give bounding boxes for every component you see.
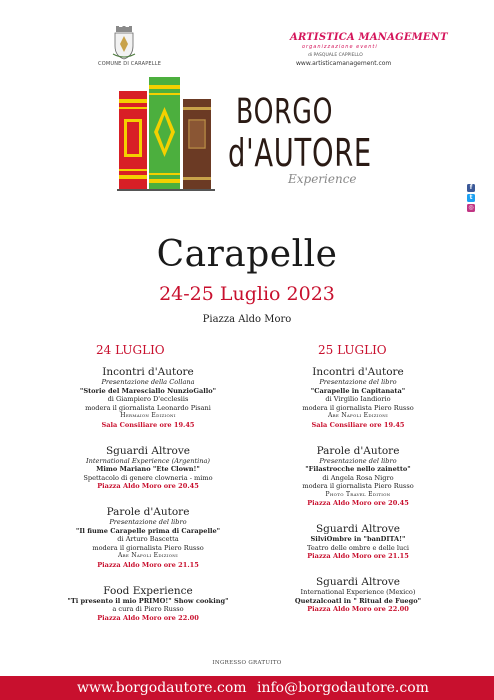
event-title: "Il fiume Carapelle prima di Carapelle" <box>75 526 221 535</box>
day-label: 24 LUGLIO <box>96 343 165 357</box>
event-publisher: Photo Travel Edition <box>325 490 391 498</box>
event-venue: Piazza Aldo Moro ore 21.15 <box>307 552 409 560</box>
event-item <box>48 585 248 623</box>
event-title: "Ti presento il mio PRIMO!" Show cooking" <box>67 596 229 605</box>
day-label: 25 LUGLIO <box>318 343 387 357</box>
event-venue: Piazza Aldo Moro ore 22.00 <box>307 605 409 613</box>
instagram-icon[interactable]: ◎ <box>468 204 474 211</box>
event-title: "Storie del Maresciallo NunzioGallo" <box>79 386 217 395</box>
website-link[interactable]: www.borgodautore.com <box>77 680 247 696</box>
event-category: Sguardi Altrove <box>105 444 191 457</box>
event-venue: Piazza Aldo Moro ore 22.00 <box>97 613 199 622</box>
event-category: Incontri d'Autore <box>102 366 194 378</box>
event-subtitle: Presentazione della Collana <box>101 378 195 386</box>
event-category: Parole d'Autore <box>316 444 400 457</box>
event-publisher: Hermaion Edizioni <box>120 412 176 419</box>
event-title: "Carapelle in Capitanata" <box>310 386 406 395</box>
event-item <box>258 445 458 509</box>
agency-owner: di PASQUALE CAPPIELLO <box>308 53 363 58</box>
event-title: Mimo Mariano "Ete Clown!" <box>96 465 200 473</box>
event-author: di Giampiero D'ecclesiis <box>107 395 189 403</box>
books-illustration <box>117 77 227 192</box>
event-category: Food Experience <box>103 584 193 597</box>
event-item <box>48 506 248 570</box>
event-title: Quetzalcoatl in " Ritual de Fuego" <box>294 596 422 605</box>
brand-line1: BORGO <box>236 92 334 132</box>
facebook-icon[interactable]: f <box>467 184 475 192</box>
event-venue: Sala Consiliare ore 19.45 <box>311 420 405 429</box>
event-item <box>48 366 248 430</box>
comune-crest-icon <box>111 26 137 60</box>
event-subtitle: Presentazione del libro <box>319 378 397 386</box>
event-venue: Piazza Aldo Moro ore 20.45 <box>307 499 409 507</box>
event-item <box>258 523 458 561</box>
event-moderator: modera il giornalista Piero Russo <box>302 482 414 490</box>
event-publisher: Abe Napoli Edizioni <box>328 412 388 419</box>
event-category: Sguardi Altrove <box>315 523 401 535</box>
event-author: di Virgilio Iandiorio <box>325 395 391 403</box>
event-category: Parole d'Autore <box>106 506 190 518</box>
event-venue: Sala Consiliare ore 19.45 <box>101 420 195 429</box>
city-title: Carapelle <box>156 234 338 275</box>
event-author: di Angela Rosa Nigro <box>322 473 394 482</box>
event-subtitle: Presentazione del libro <box>319 456 397 465</box>
agency-tagline: organizzazione eventi <box>302 44 378 50</box>
agency-url[interactable]: www.artisticamanagement.com <box>296 60 392 67</box>
event-title: "Filastrocche nello zainetto" <box>305 465 411 473</box>
event-moderator: modera il giornalista Leonardo Pisani <box>85 403 211 412</box>
brand-line2: d'AUTORE <box>228 131 372 175</box>
brand-logo <box>226 92 396 186</box>
event-description: International Experience (Mexico) <box>300 588 416 596</box>
event-category: Incontri d'Autore <box>312 366 404 378</box>
agency-logo <box>290 32 448 67</box>
event-category: Sguardi Altrove <box>315 576 401 588</box>
event-subtitle: International Experience (Argentina) <box>86 456 210 465</box>
footer-bar <box>0 676 494 700</box>
email-link[interactable]: info@borgodautore.com <box>257 680 429 696</box>
event-venue: Piazza Aldo Moro ore 20.45 <box>97 482 199 490</box>
day-column-24 <box>48 343 248 638</box>
agency-name: ARTISTICA MANAGEMENT <box>290 32 448 43</box>
event-subtitle: Presentazione del libro <box>109 518 187 526</box>
social-links <box>467 184 477 214</box>
free-entry-note: INGRESSO GRATUITO <box>212 660 282 666</box>
event-title: SilviOmbre in "banDITA!" <box>310 535 406 543</box>
event-description: Teatro delle ombre e delle luci <box>306 543 409 552</box>
event-description: Spettacolo di genere clowneria - mimo <box>83 473 213 482</box>
event-publisher: Abe Napoli Edizioni <box>118 552 178 559</box>
event-item <box>48 445 248 492</box>
event-place: Piazza Aldo Moro <box>202 314 292 325</box>
event-curator: a cura di Piero Russo <box>112 605 184 613</box>
event-venue: Piazza Aldo Moro ore 21.15 <box>97 560 199 569</box>
event-moderator: modera il giornalista Piero Russo <box>302 403 414 412</box>
comune-label: COMUNE DI CARAPELLE <box>98 61 162 67</box>
event-dates: 24-25 Luglio 2023 <box>159 283 335 305</box>
event-item <box>258 576 458 614</box>
event-item <box>258 366 458 430</box>
event-moderator: modera il giornalista Piero Russo <box>92 543 204 552</box>
event-author: di Arturo Bascetta <box>117 535 179 543</box>
day-column-25 <box>258 343 458 629</box>
twitter-icon[interactable]: t <box>467 194 475 202</box>
brand-line3: Experience <box>288 172 357 186</box>
